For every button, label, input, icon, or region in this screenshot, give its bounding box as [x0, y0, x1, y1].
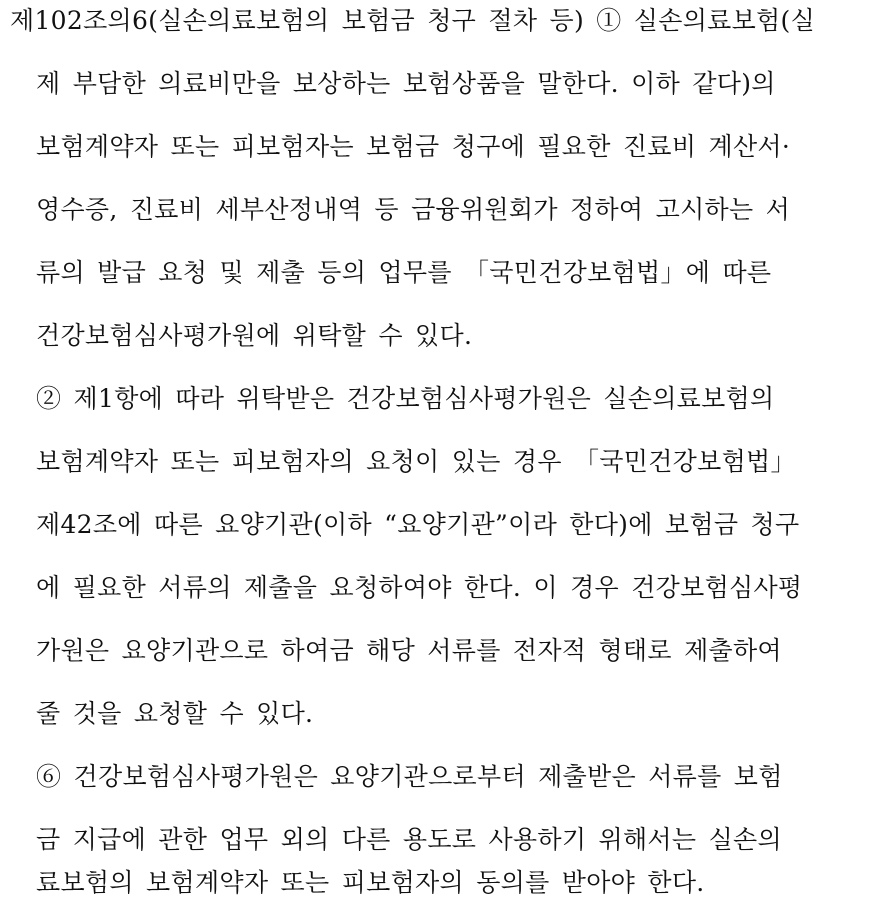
article-text-line: 보험계약자 또는 피보험자는 보험금 청구에 필요한 진료비 계산서·: [36, 132, 791, 161]
paragraph-2-line: 가원은 요양기관으로 하여금 해당 서류를 전자적 형태로 제출하여: [36, 636, 782, 665]
paragraph-2-line: 보험계약자 또는 피보험자의 요청이 있는 경우 「국민건강보험법」: [36, 447, 796, 476]
article-text-line: 류의 발급 요청 및 제출 등의 업무를 「국민건강보험법」에 따른: [36, 258, 772, 287]
paragraph-2-line: 줄 것을 요청할 수 있다.: [36, 699, 314, 728]
paragraph-6-line: ⑥ 건강보험심사평가원은 요양기관으로부터 제출받은 서류를 보험: [36, 762, 783, 791]
paragraph-6-line: 금 지급에 관한 업무 외의 다른 용도로 사용하기 위해서는 실손의: [36, 825, 782, 854]
paragraph-6-line: 료보험의 보험계약자 또는 피보험자의 동의를 받아야 한다.: [36, 868, 705, 897]
paragraph-2-line: ② 제1항에 따라 위탁받은 건강보험심사평가원은 실손의료보험의: [36, 384, 775, 413]
article-text-line: 영수증, 진료비 세부산정내역 등 금융위원회가 정하여 고시하는 서: [36, 195, 791, 224]
article-text-line: 제 부담한 의료비만을 보상하는 보험상품을 말한다. 이하 같다)의: [36, 69, 776, 98]
paragraph-2-line: 제42조에 따른 요양기관(이하 “요양기관”이라 한다)에 보험금 청구: [36, 510, 800, 539]
article-text-line: 건강보험심사평가원에 위탁할 수 있다.: [36, 321, 473, 350]
article-heading-line: 제102조의6(실손의료보험의 보험금 청구 절차 등) ① 실손의료보험(실: [10, 6, 816, 35]
paragraph-2-line: 에 필요한 서류의 제출을 요청하여야 한다. 이 경우 건강보험심사평: [36, 573, 803, 602]
